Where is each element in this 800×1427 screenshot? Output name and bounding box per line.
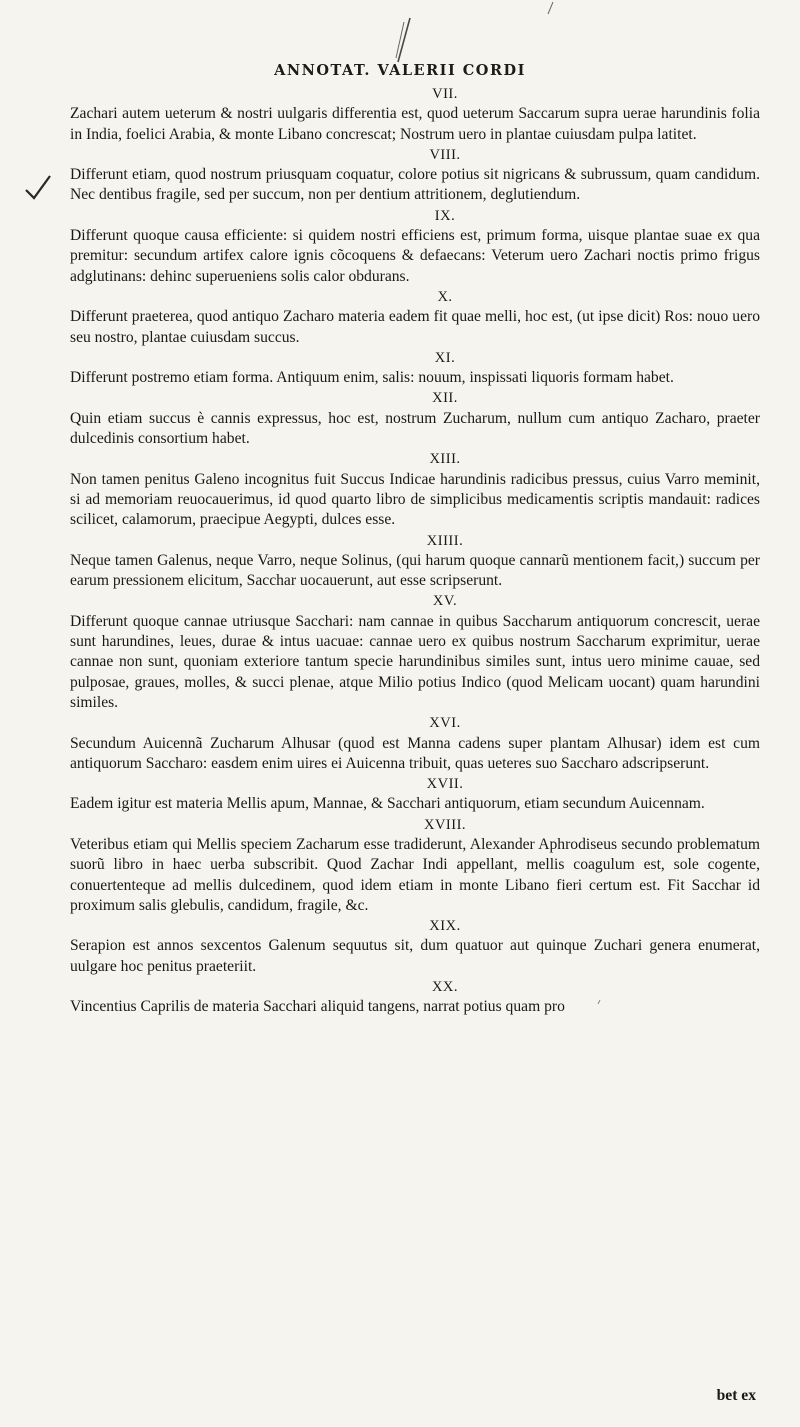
section-text: Non tamen penitus Galeno incognitus fuit Succus Indicae harundinis radicibus pressus, cuius Varro meminit, si ad memoriam reuocauerimus, id quod quarto libro de simplicibus medicamentis scriptis mandauit: radices scilicet, calamorum, praecipue Aegypti, dulces esse. [70, 470, 760, 529]
section-text: Eadem igitur est materia Mellis apum, Mannae, & Sacchari antiquorum, etiam secundum Auicennam. [70, 795, 705, 813]
section-number: XIX. [429, 918, 461, 935]
section-number: VII. [432, 86, 458, 102]
section-number: XII. [432, 390, 458, 407]
section-text: Serapion est annos sexcentos Galenum sequutus sit, dum quatuor aut quinque Zuchari genera enumerat, uulgare hoc penitus praeteriit. [70, 937, 760, 975]
section-text: Differunt postremo etiam forma. Antiquum enim, salis: nouum, inspissati liquoris formam habet. [70, 369, 674, 387]
section-text: Veteribus etiam qui Mellis speciem Zacharum esse tradiderunt, Alexander Aphrodiseus secundo problematum suorũ libro in haec uerba subscribit. Quod Zachar Indi appellant, mellis coagulum est, sole cogente, conuertenteque ad mellis dulcedinem, quod idem etiam in monte Libano fieri certum est. Fit Sacchar id proximum salis glebulis, candidum, fragile, &c. [70, 835, 760, 914]
section [70, 84, 760, 145]
section-number: XIIII. [426, 532, 464, 549]
section-text: Secundum Auicennã Zucharum Alhusar (quod est Manna cadens super plantam Alhusar) idem est cum antiquorum Saccharo: easdem enim uires ei Auicenna tribuit, quas ueteres suo Saccharo adscripserunt. [70, 734, 760, 772]
section [70, 713, 760, 774]
section-number: XVII. [426, 776, 464, 793]
section-number: XVIII. [423, 816, 467, 833]
section-text: Differunt etiam, quod nostrum priusquam coquatur, colore potius sit nigricans & subrussum, quam candidum. Nec dentibus fragile, sed per succum, non per dentium attritionem, deglutiendum. [70, 166, 760, 204]
section-text: Differunt quoque causa efficiente: si quidem nostri efficiens est, primum forma, uisque plantae suae ex qua premitur: secundum artifex calore ignis cõcoquens & defaecans: Veterum uero Zachari noctis primo frigus adglutinans: dehinc superueniens solis calor obdurans. [70, 227, 760, 285]
section [70, 774, 760, 815]
section-number: XV. [432, 593, 458, 610]
section [70, 591, 760, 713]
section-number: XVI. [429, 715, 461, 732]
section-number: VIII. [429, 146, 461, 163]
section-text: Zachari autem ueterum & nostri uulgaris differentia est, quod ueterum Saccarum supra uerae harundinis folia in India, foelici Arabia, & monte Libano concrescat; Nostrum uero in plantae cuiusdam pulpa latitet. [70, 105, 760, 143]
body-text [70, 84, 760, 1018]
section-number: X. [437, 288, 453, 305]
section [70, 145, 760, 206]
section [70, 531, 760, 592]
catchword: bet ex [716, 1387, 756, 1404]
section-number: XX. [431, 979, 459, 996]
running-header: ANNOTAT. VALERII CORDI [274, 62, 526, 79]
section [70, 348, 760, 389]
section [70, 287, 760, 348]
section [70, 815, 760, 916]
section [70, 977, 760, 1018]
section [70, 916, 760, 977]
section [70, 449, 760, 530]
section-text: Neque tamen Galenus, neque Varro, neque Solinus, (qui harum quoque cannarũ mentionem facit,) succum per earum pressionem elicitum, Sacchar uocauerunt, aut esse scripserunt. [70, 551, 760, 590]
section-number: IX. [434, 207, 456, 224]
section [70, 388, 760, 449]
section-number: XIII. [429, 451, 461, 468]
section-number: XI. [434, 349, 456, 366]
section-text: Differunt praeterea, quod antiquo Zacharo materia eadem fit quae melli, hoc est, (ut ipse dicit) Ros: nouo uero seu nostro, plantae cuiusdam succus. [70, 308, 760, 346]
section-text: Differunt quoque cannae utriusque Sacchari: nam cannae in quibus Saccharum antiquorum concrescit, uerae sunt harundines, leues, durae & intus uacuae: cannae uero ex quibus nostrum Saccharum exprimitur, uerae cannae non sunt, quoniam exteriore tantum specie harundinibus similes sunt, intus uero minime cauae, sed pulposae, graues, molles, & succi plenae, atque Milio potius Indico (quod Melicam uocant) quam harundini similes. [70, 612, 760, 711]
section-text: Quin etiam succus è cannis expressus, hoc est, nostrum Zucharum, nullum cum antiquo Zacharo, praeter dulcedinis consortium habet. [70, 409, 760, 448]
section-text: Vincentius Caprilis de materia Sacchari aliquid tangens, narrat potius quam pro [70, 998, 565, 1016]
section [70, 206, 760, 287]
